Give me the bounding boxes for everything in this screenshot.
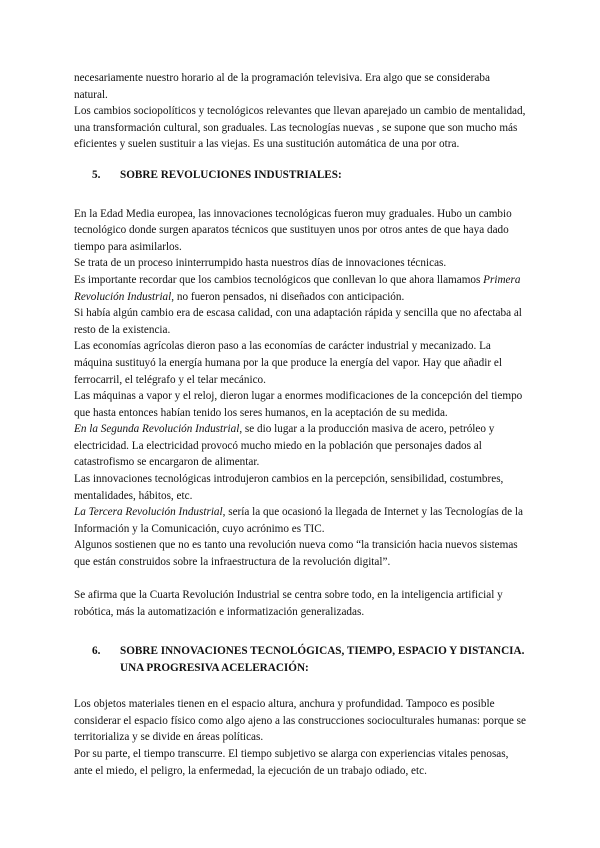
s5-p3-text: Es importante recordar que los cambios tecnológicos que conllevan lo que ahora llamamos: [74, 273, 484, 286]
s5-paragraph-1: En la Edad Media europea, las innovaciones tecnológicas fueron muy graduales. Hubo un cambio tecnológico donde surgen aparatos técnicos que sustituyen unos por otros antes de que haya dado tiempo para asimilarlos.: [74, 207, 512, 253]
paragraph-gap: [74, 571, 526, 588]
section-6-heading: [74, 643, 526, 676]
paragraph-gap: [74, 620, 526, 637]
s5-paragraph-11: Se afirma que la Cuarta Revolución Industrial se centra sobre todo, en la inteligencia artificial y robótica, más la automatización e informatización generalizadas.: [74, 589, 503, 618]
section-5-heading: [74, 167, 526, 184]
s5-p7-emphasis: En la Segunda Revolución Industrial: [74, 423, 240, 436]
s5-p3-emphasis: Primera Revolución Industrial: [74, 273, 521, 303]
s5-paragraph-7: [74, 421, 526, 471]
s5-paragraph-8: Las innovaciones tecnológicas introdujeron cambios en la percepción, sensibilidad, costumbres, mentalidades, hábitos, etc.: [74, 473, 504, 502]
s5-paragraph-9: [74, 504, 526, 537]
section-5-number: 5.: [92, 168, 101, 181]
intro-paragraph-2: Los cambios sociopolíticos y tecnológicos relevantes que llevan aparejado un cambio de mentalidad, una transformación cultural, son graduales. Las tecnologías nuevas , se supone que son mucho más eficientes y suelen sustituir a las viejas. Es una sustitución automática de una por otra.: [74, 105, 526, 151]
document-page: [74, 70, 526, 779]
s5-paragraph-4: Si había algún cambio era de escasa calidad, con una adaptación rápida y sencilla que no afectaba al resto de la existencia.: [74, 307, 522, 336]
s5-paragraph-2: Se trata de un proceso ininterrumpido hasta nuestros días de innovaciones técnicas.: [74, 257, 447, 270]
s5-p9-text: , sería la que ocasionó la llegada de Internet y las Tecnologías de la Información y la Comunicación, cuyo acrónimo es TIC.: [74, 506, 523, 535]
s5-paragraph-6: Las máquinas a vapor y el reloj, dieron lugar a enormes modificaciones de la concepción del tiempo que hasta entonces habían tenido los seres humanos, en la aceptación de su medida.: [74, 390, 523, 419]
section-5-title: SOBRE REVOLUCIONES INDUSTRIALES:: [120, 168, 342, 181]
s5-paragraph-10: Algunos sostienen que no es tanto una revolución nueva como “la transición hacia nuevos sistemas que están construidos sobre la infraestructura de la revolución digital”.: [74, 539, 518, 569]
s6-paragraph-1: Los objetos materiales tienen en el espacio altura, anchura y profundidad. Tampoco es posible considerar el espacio físico como algo ajeno a las construcciones socioculturales humanas: porque se territorializa y se divide en áreas políticas.: [74, 698, 527, 744]
intro-paragraph-1: necesariamente nuestro horario al de la programación televisiva. Era algo que se consideraba natural.: [74, 72, 490, 101]
section-6-title: SOBRE INNOVACIONES TECNOLÓGICAS, TIEMPO, ESPACIO Y DISTANCIA. UNA PROGRESIVA ACELERACIÓN:: [120, 645, 525, 674]
section-6-number: 6.: [92, 645, 101, 657]
s5-p7-text: , se dio lugar a la producción masiva de acero, petróleo y electricidad. La electricidad provocó mucho miedo en la población que personajes dados al catastrofismo se encargaron de alimentar.: [74, 423, 495, 469]
s5-paragraph-3: [74, 272, 526, 305]
s5-p3-text-end: , no fueron pensados, ni diseñados con anticipación.: [171, 290, 405, 303]
s6-paragraph-2: Por su parte, el tiempo transcurre. El tiempo subjetivo se alarga con experiencias vitales penosas, ante el miedo, el peligro, la enfermedad, la ejecución de un trabajo odiado, etc.: [74, 747, 509, 777]
s5-paragraph-5: Las economías agrícolas dieron paso a las economías de carácter industrial y mecanizado. La máquina sustituyó la energía humana por la que produce la energía del vapor. Hay que añadir el ferrocarril, el telégrafo y el telar mecánico.: [74, 340, 502, 386]
s5-p9-emphasis: La Tercera Revolución Industrial: [74, 506, 223, 519]
